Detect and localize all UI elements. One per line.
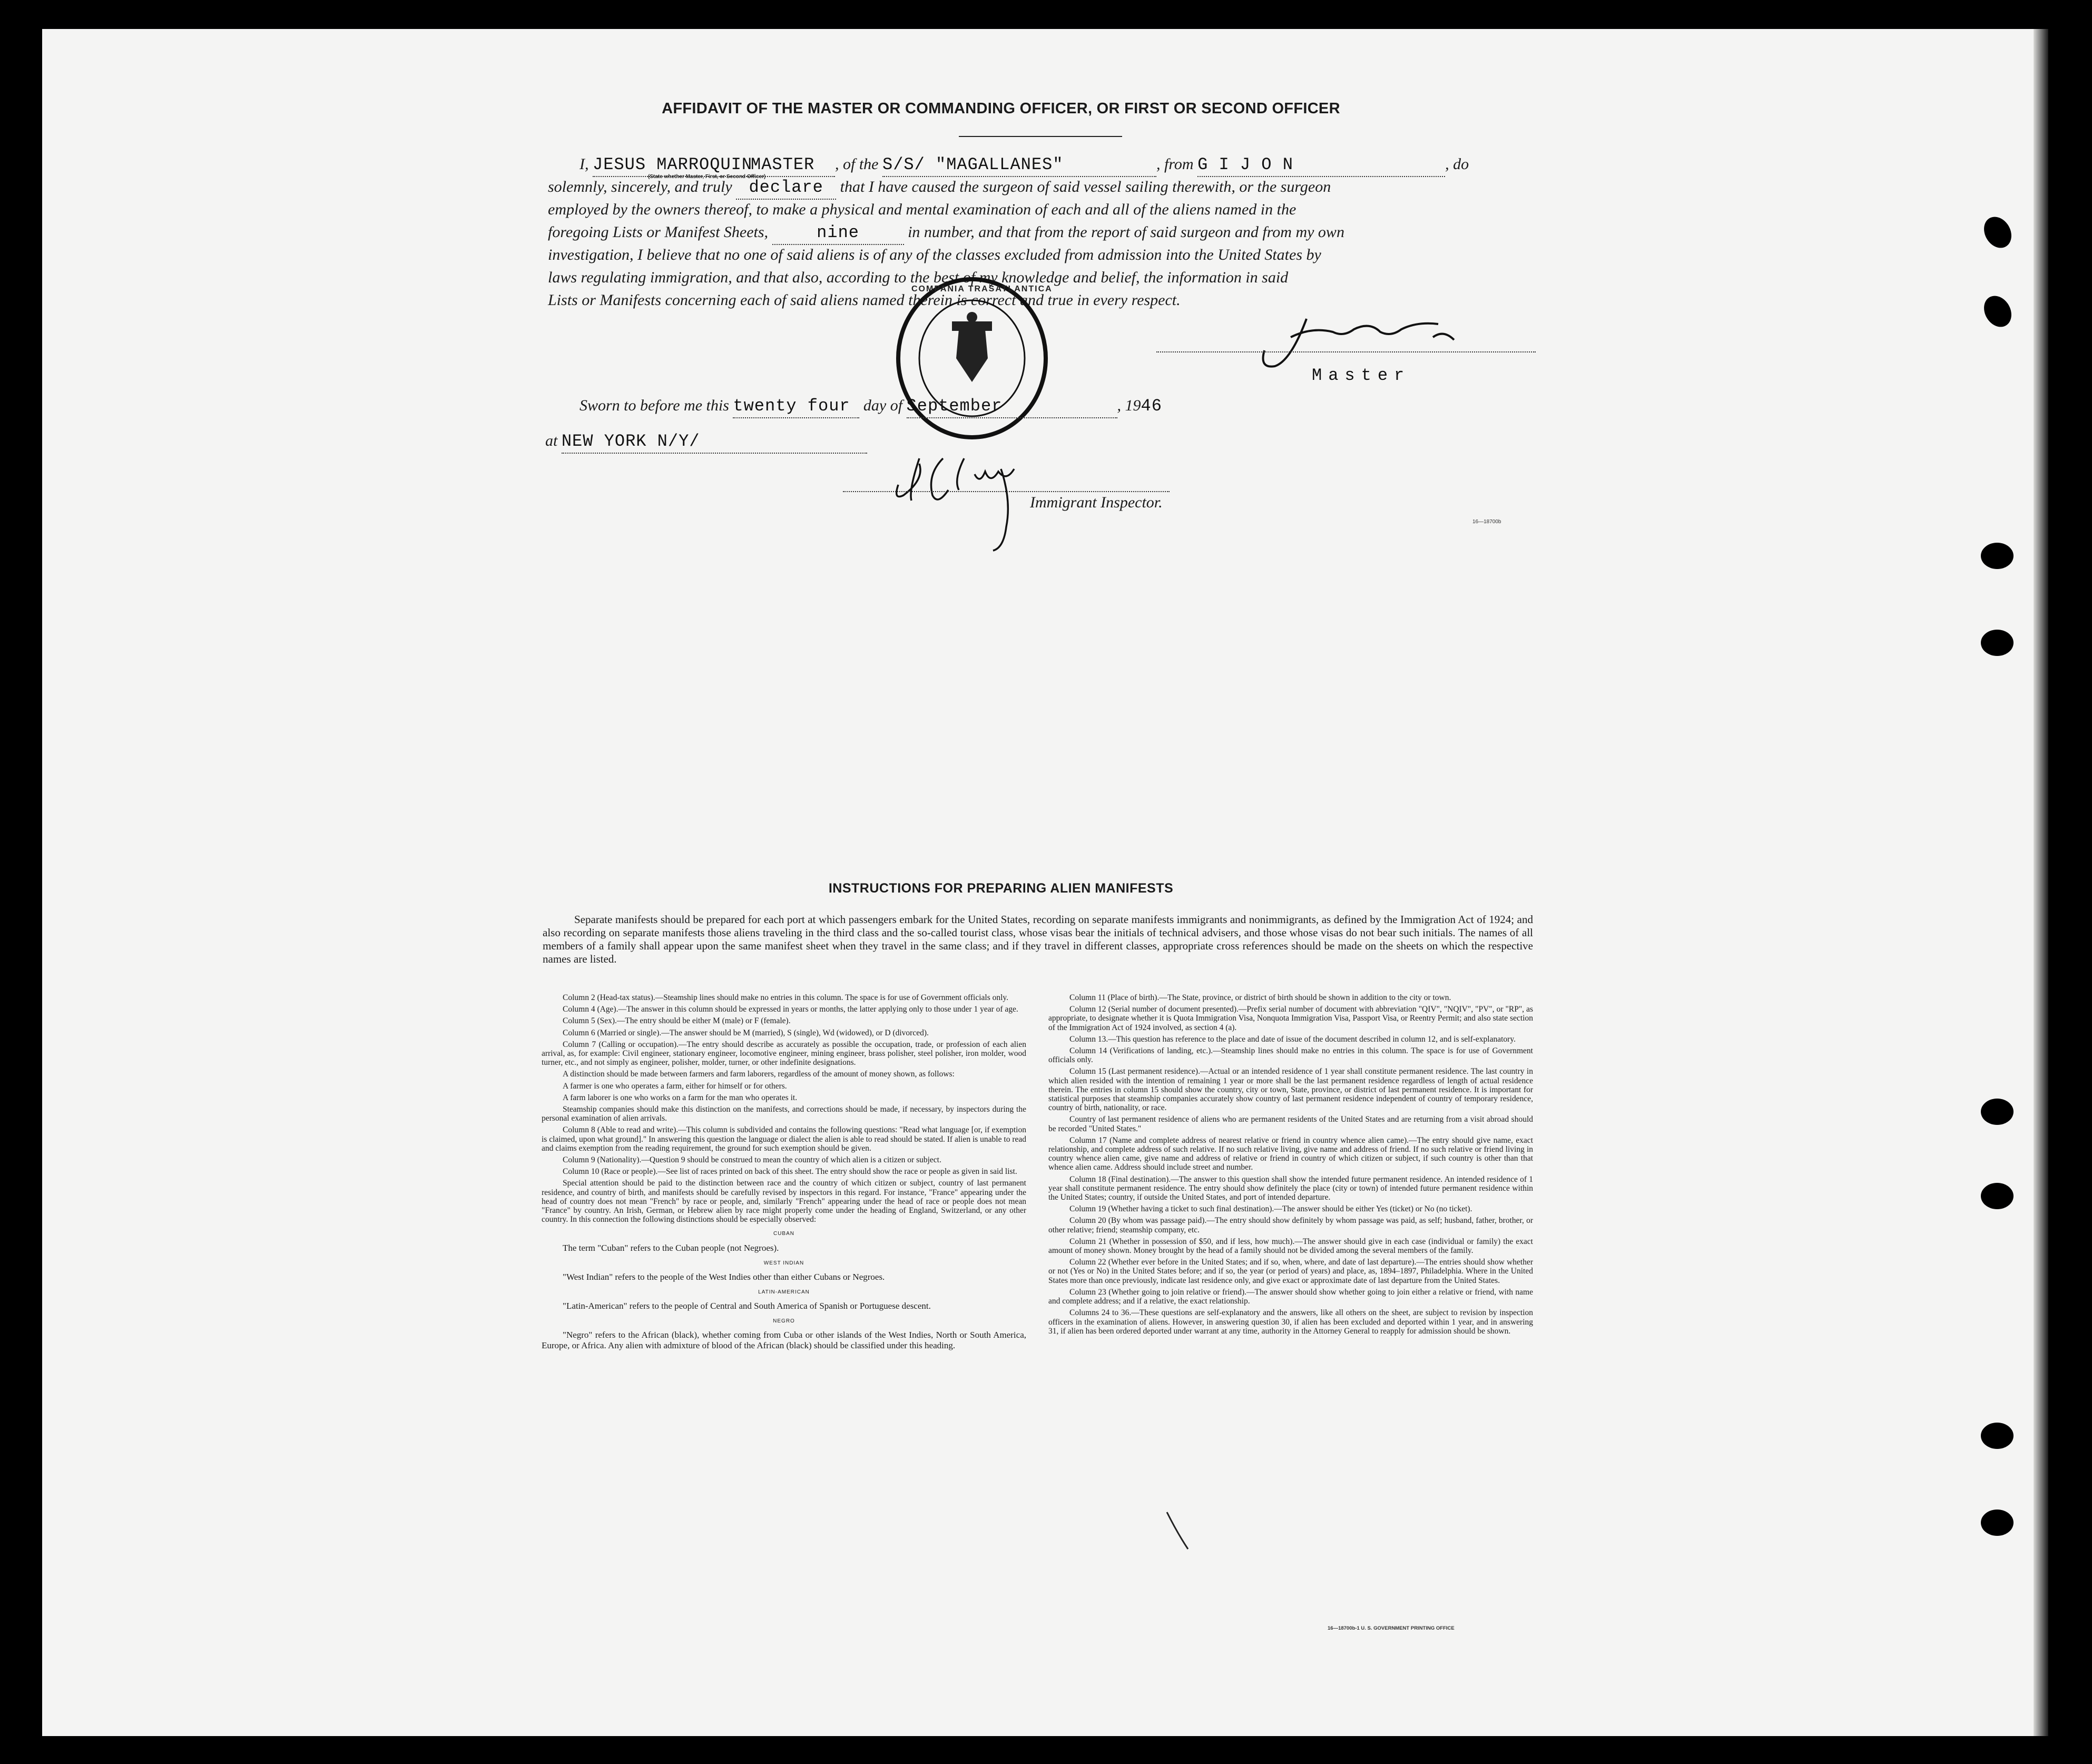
affidavit-line-4a: foregoing Lists or Manifest Sheets, [548,223,769,241]
punch-hole [1981,1423,2014,1449]
punch-hole [1981,1183,2014,1209]
instructions-title: INSTRUCTIONS FOR PREPARING ALIEN MANIFESTS [828,881,1174,896]
definition-cuban: The term "Cuban" refers to the Cuban people (not Negroes). [563,1242,779,1253]
sworn-place: NEW YORK N/Y/ [562,430,867,454]
definition-negro: "Negro" refers to the African (black), whether coming from Cuba or other islands of the West Indies, North or South America, Europe, or Africa. Any alien with admixture of blood of the African (black) should be classified under this heading. [542,1330,1026,1351]
rank-note: (State whether Master, First, or Second Officer) [648,174,766,180]
heading-negro: NEGRO [773,1318,795,1325]
affidavit-title: AFFIDAVIT OF THE MASTER OR COMMANDING OFFICER, OR FIRST OR SECOND OFFICER [662,100,1340,117]
affidavit-line-6: laws regulating immigration, and that also, according to the best of my knowledge and belief, the information in said [548,269,1289,286]
affidavit-line-3: employed by the owners thereof, to make a physical and mental examination of each and all of the aliens named in the [548,201,1297,218]
sheet-count: nine [772,221,904,245]
instruction-paragraph: Column 8 (Able to read and write).—This column is subdivided and contains the following questions: "Read what language [or, if exemption is claimed, upon what ground]." In answering this question the language or dialect the alien is able to read should be stated. If alien is unable to read and claims exemption from the reading requirement, the ground for such exemption should be given. [542,1125,1026,1153]
instruction-paragraph: Column 19 (Whether having a ticket to such final destination).—The answer should be either Yes (ticket) or No (no ticket). [1069,1204,1472,1214]
instruction-paragraph: Column 9 (Nationality).—Question 9 should be construed to mean the country of which alien is a citizen or subject. [563,1155,941,1165]
definition-west-indian: "West Indian" refers to the people of the West Indies other than either Cubans or Negroes. [563,1271,885,1282]
instruction-paragraph: Column 13.—This question has reference to the place and date of issue of the document described in column 12, and is self-explanatory. [1069,1034,1516,1044]
affidavit-line-4b: in number, and that from the report of said surgeon and from my own [908,223,1344,241]
heading-latin-american: LATIN-AMERICAN [758,1289,810,1295]
sworn-day: twenty four [733,395,859,418]
text-i: I, [580,155,589,173]
instruction-paragraph: Column 15 (Last permanent residence).—Actual or an intended residence of 1 year shall constitute permanent residence. The last country in which alien resided with the intention of remaining 1 year or more shall be the last permanent residence regardless of length of actual residence therein. The entries in column 15 should show the country, city or town, State, province, or district of last permanent residence. It is important for statistical purposes that steamship companies accurately show country of last permanent residence independent of country of temporary residence, country of birth, nationality, or race. [1048,1067,1533,1113]
title-rule [959,136,1122,137]
inspector-label: Immigrant Inspector. [1030,494,1163,511]
instruction-paragraph: Column 18 (Final destination).—The answer to this question shall show the intended future permanent residence. An intended residence of 1 year shall constitute permanent residence. The entry should show definitely the place (city or town) of intended future permanent residence within the United States; country, if outside the United States, and port of intended departure. [1048,1174,1533,1202]
affidavit-line-2a: solemnly, sincerely, and truly [548,178,732,195]
affidavit-line-2b: that I have caused the surgeon of said vessel sailing therewith, or the surgeon [840,178,1331,195]
master-title: Master [1312,366,1411,385]
master-name: JESUS MARROQUIN [593,153,751,177]
text-do: , do [1445,155,1469,173]
declare-word: declare [736,176,836,200]
instruction-paragraph: Column 5 (Sex).—The entry should be either M (male) or F (female). [563,1016,791,1026]
instruction-paragraph: A farmer is one who operates a farm, either for himself or for others. [563,1081,787,1091]
instruction-paragraph: Column 22 (Whether ever before in the United States; and if so, when, where, and date of last departure).—The entries should show whether or not (Yes or No) in the United States before; and if so, the year (or period of years) and place, as, 1894–1897, Philadelphia. Where in the United States more than once previously, indicate last residence only, and give exact or approximate date of last departure from the United States. [1048,1258,1533,1285]
sheet-edge-shadow [2034,29,2048,1736]
departure-port: G I J O N [1197,153,1445,177]
at-text: at [545,432,558,449]
instruction-paragraph: Column 7 (Calling or occupation).—The entry should describe as accurately as possible the occupation, trade, or profession of each alien arrival, as, for example: Civil engineer, stationary engineer, locomotive engineer, mining engineer, brass polisher, steel polisher, iron molder, wood turner, etc., and not simply as engineer, polisher, molder, turner, or other indefinite designations. [542,1040,1026,1067]
punch-hole [1981,1099,2014,1125]
instruction-paragraph: A distinction should be made between farmers and farm laborers, regardless of the amount of money shown, as follows: [563,1070,955,1079]
instruction-paragraph: Column 21 (Whether in possession of $50, and if less, how much).—The answer should give in each case (individual or family) the exact amount of money shown. Money brought by the head of a family should not be divided among the several members of the family. [1048,1237,1533,1256]
punch-hole [1981,630,2014,656]
instruction-paragraph: Column 23 (Whether going to join relative or friend).—The answer should show whether going to join either a relative or friend, with name and complete address; and if a relative, the exact relationship. [1048,1287,1533,1306]
form-code: 16—18700b [1472,519,1501,525]
instruction-paragraph: Special attention should be paid to the distinction between race and the country of which citizen or subject, country of last permanent residence, and country of birth, and manifests should be carefully revised by inspectors in this regard. For instance, "France" appearing under the head of country does not mean "French" by race or people, and, similarly "French" appearing under the head of race or people does not mean "France" by country. An Irish, German, or Hebrew alien by race might properly come under the heading of England, Switzerland, or any other country. In this connection the following distinctions should be especially observed: [542,1179,1026,1224]
instruction-paragraph: Column 14 (Verifications of landing, etc.).—Steamship lines should make no entries in this column. The space is for use of Government officials only. [1048,1046,1533,1065]
instructions-intro: Separate manifests should be prepared for each port at which passengers embark for the United States, recording on separate manifests immigrants and nonimmigrants, as defined by the Immigration Act of 1924; and also recording on separate manifests those aliens traveling in the third class and the so-called tourist class, whose visas bear the initials of technical advisers, and those whose visas do not bear such initials. The names of all members of a family shall appear upon the same manifest sheet when they travel in the same class; and if they travel in different classes, appropriate cross references should be made on the sheets on which the respective names are listed. [543,913,1533,965]
stamp-text: COMPANIA TRASATLANTICA [911,285,1053,293]
text-from: , from [1156,155,1194,173]
text-of-the: , of the [835,155,879,173]
sworn-month: September [907,395,1117,418]
instruction-paragraph: Columns 24 to 36.—These questions are self-explanatory and the answers, like all others on the sheet, are subject to revision by inspection officers in the examination of aliens. However, in answering question 30, if alien has been excluded and deported within 1 year, and in answering 31, if alien has been ordered deported under warrant at any time, authority in the Attorney General to reapply for admission should be shown. [1048,1308,1533,1336]
instruction-paragraph: Column 11 (Place of birth).—The State, province, or district of birth should be shown in addition to the city or town. [1069,993,1451,1002]
sworn-text: Sworn to before me this [580,397,729,414]
master-signature-line [1156,351,1536,352]
vessel-name: S/S/ "MAGALLANES" [882,153,1156,177]
instruction-paragraph: Steamship companies should make this distinction on the manifests, and corrections should be made, if necessary, by inspectors during the personal examination of alien arrivals. [542,1105,1026,1123]
affidavit-line-7: Lists or Manifests concerning each of said aliens named therein is correct and true in every respect. [548,291,1181,309]
year-prefix: , 19 [1117,397,1141,414]
instruction-paragraph: Column 17 (Name and complete address of nearest relative or friend in country whence alien came).—The entry should give name, exact relationship, and complete address of such relative. If no such relative living, give name and address of friend. If no such relative or friend living in country whence alien came, give name and address of relative or friend in country of which citizen or subject, if such country is other than that whence alien came. Address should include street and number. [1048,1135,1533,1172]
instruction-paragraph: Column 12 (Serial number of document presented).—Prefix serial number of document with abbreviation "QIV", "NQIV", "PV", or "RP", as appropriate, to designate whether it is Quota Immigration Visa, Nonquota Immigration Visa, Passport Visa, or Reentry Permit; and also state section of the Immigration Act of 1924 involved, as section 4 (a). [1048,1005,1533,1032]
year-suffix: 46 [1141,396,1162,416]
heading-cuban: CUBAN [773,1231,794,1237]
master-rank: MASTER [751,153,835,177]
day-of-text: day of [863,397,903,414]
instruction-paragraph: A farm laborer is one who works on a farm for the man who operates it. [563,1093,798,1102]
instruction-paragraph: Column 20 (By whom was passage paid).—The entry should show definitely by whom passage was paid, as self; husband, father, brother, or other relative; friend; steamship company, etc. [1048,1216,1533,1234]
instruction-paragraph: Column 2 (Head-tax status).—Steamship lines should make no entries in this column. The space is for use of Government officials only. [563,993,1009,1002]
instructions-right-column [1048,993,1533,1338]
printing-office-footer: 16—18700b-1 U. S. GOVERNMENT PRINTING OFFICE [1328,1625,1455,1631]
instruction-paragraph: Column 6 (Married or single).—The answer should be M (married), S (single), Wd (widowed), or D (divorced). [563,1028,929,1037]
instructions-left-column [542,993,1026,1356]
affidavit-line-5: investigation, I believe that no one of said aliens is of any of the classes excluded from admission into the United States by [548,246,1321,263]
instruction-paragraph: Column 4 (Age).—The answer in this column should be expressed in years or months, the latter applying only to those under 1 year of age. [563,1005,1018,1014]
instruction-paragraph: Column 10 (Race or people).—See list of races printed on back of this sheet. The entry should show the race or people as given in said list. [563,1167,1017,1177]
punch-hole [1981,1510,2014,1536]
definition-latin-american: "Latin-American" refers to the people of Central and South America of Spanish or Portuguese descent. [563,1301,931,1311]
heading-west-indian: WEST INDIAN [763,1260,804,1266]
punch-hole [1981,543,2014,569]
instruction-paragraph: Country of last permanent residence of aliens who are permanent residents of the United States and are returning from a visit abroad should be recorded "United States." [1048,1115,1533,1133]
